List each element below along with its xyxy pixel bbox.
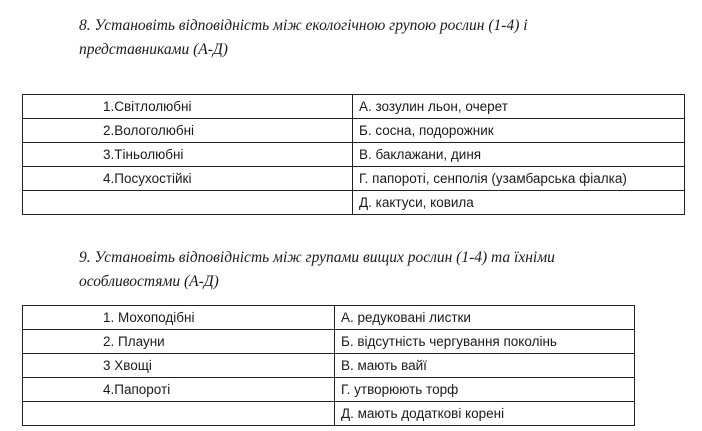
question-9-heading	[79, 246, 679, 294]
feature-cell: А. редуковані листки	[335, 306, 635, 330]
plant-group-cell: 1.Світлолюбні	[23, 95, 353, 119]
feature-cell: Б. відсутність чергування поколінь	[335, 330, 635, 354]
table-row	[23, 378, 635, 402]
plant-group-cell: 2. Плауни	[23, 330, 335, 354]
question-8-line-1: 8. Установіть відповідність між екологічною групою рослин (1-4) і	[79, 17, 528, 34]
representatives-cell: Д. кактуси, ковила	[353, 191, 685, 215]
feature-cell: Г. утворюють торф	[335, 378, 635, 402]
question-9-line-1: 9. Установіть відповідність між групами вищих рослин (1-4) та їхніми	[79, 249, 555, 266]
question-9-line-2: особливостями (А-Д)	[79, 273, 219, 290]
feature-cell: Д. мають додаткові корені	[335, 402, 635, 426]
table-row	[23, 143, 685, 167]
representatives-cell: В. баклажани, диня	[353, 143, 685, 167]
table-row	[23, 306, 635, 330]
question-8-heading	[79, 14, 679, 62]
plant-group-cell: 3.Тіньолюбні	[23, 143, 353, 167]
plant-group-cell	[23, 191, 353, 215]
table-row	[23, 119, 685, 143]
question-8-line-2: представниками (А-Д)	[79, 41, 228, 58]
feature-cell: В. мають вайї	[335, 354, 635, 378]
representatives-cell: Г. папороті, сенполія (узамбарська фіалка)	[353, 167, 685, 191]
plant-group-cell: 4.Посухостійкі	[23, 167, 353, 191]
table-row	[23, 330, 635, 354]
plant-group-cell	[23, 402, 335, 426]
table-row	[23, 354, 635, 378]
plant-group-cell: 2.Вологолюбні	[23, 119, 353, 143]
plant-group-cell: 4.Папороті	[23, 378, 335, 402]
representatives-cell: А. зозулин льон, очерет	[353, 95, 685, 119]
table-row	[23, 191, 685, 215]
table-row	[23, 402, 635, 426]
table-row	[23, 167, 685, 191]
table-row	[23, 95, 685, 119]
question-9-matching-table	[22, 305, 635, 426]
representatives-cell: Б. сосна, подорожник	[353, 119, 685, 143]
plant-group-cell: 1. Мохоподібні	[23, 306, 335, 330]
question-8-matching-table	[22, 94, 685, 215]
plant-group-cell: 3 Хвощі	[23, 354, 335, 378]
